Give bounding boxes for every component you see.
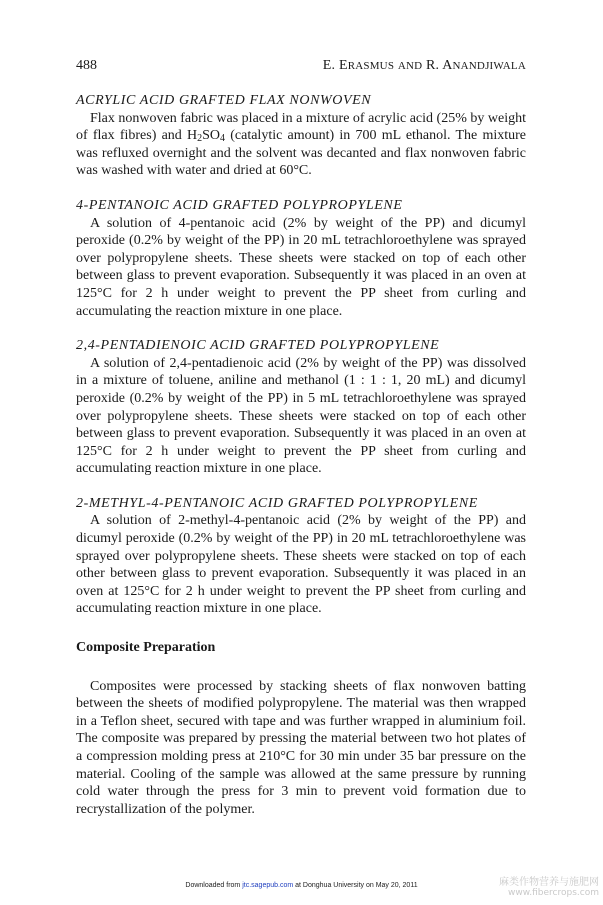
running-head-rest-e: RASMUS: [347, 60, 395, 72]
acrylic-text-part3: (catalytic amount) in 700 mL ethanol. The mixture was refluxed overnight and the solvent was decanted and flax nonwoven fabric was washed with water and dried at 60°C.: [76, 128, 526, 179]
watermark-url: www.fibercrops.com: [508, 888, 599, 898]
running-head: [323, 58, 526, 74]
section-body-acrylic: [76, 110, 526, 180]
footer-link[interactable]: jtc.sagepub.com: [242, 882, 294, 889]
footer-prefix: Downloaded from: [185, 882, 243, 889]
section-body-2-methyl: A solution of 2-methyl-4-pentanoic acid (2% by weight of the PP) and dicumyl peroxide (0.2% by weight of the PP) in 20 mL tetrachloroethylene was sprayed over polypropylene sheets. These sheets were stacked on top of each other between glass to prevent evaporation. Subsequently it was placed in an oven at 125°C for 2 h under weight to prevent the PP sheet from curling and accumulating reaction mixture in one place.: [76, 513, 526, 617]
article-body: [76, 92, 526, 818]
h2-subscript: 2: [197, 133, 203, 145]
site-watermark: [499, 877, 599, 899]
section-heading-4-pentanoic: 4-PENTANOIC ACID GRAFTED POLYPROPYLENE: [76, 197, 403, 213]
spacer: [76, 320, 526, 337]
watermark-chinese: 麻类作物营养与施肥网: [499, 877, 599, 888]
section-body-4-pentanoic: A solution of 4-pentanoic acid (2% by weight of the PP) and dicumyl peroxide (0.2% by weight of the PP) in 20 mL tetrachloroethylene was sprayed over polypropylene sheets. These sheets were stacked on top of each other between glass to prevent evaporation. Subsequently it was placed in an oven at 125°C for 2 h under weight to prevent the PP sheet from curling and accumulating the reaction mixture in one place.: [76, 215, 526, 319]
page-number: 488: [76, 58, 97, 73]
running-head-and: AND: [397, 60, 423, 72]
so4-subscript: 4: [220, 133, 226, 145]
running-head-cap-a: A: [442, 58, 453, 73]
acrylic-text-part1: Flax nonwoven fabric was placed in a mixture of acrylic acid (25% by weight of flax fibres) and H: [76, 110, 526, 144]
running-head-cap-e: E: [338, 58, 348, 73]
running-head-rest-a: NANDJIWALA: [452, 60, 526, 72]
section-body-pentadienoic: A solution of 2,4-pentadienoic acid (2% by weight of the PP) was dissolved in a mixture of toluene, aniline and methanol (1 : 1 : 1, 20 mL) and dicumyl peroxide (0.2% by weight of the PP) in 5 mL tetrachloroethylene was sprayed over polypropylene sheets. These sheets were stacked on top of each other between glass to prevent evaporation. Subsequently it was placed in an oven at 125°C for 2 h under weight to prevent the PP sheet from curling and accumulating reaction mixture in one place.: [76, 355, 526, 477]
footer-suffix: at Donghua University on May 20, 2011: [293, 882, 418, 889]
composite-preparation-body: Composites were processed by stacking sheets of flax nonwoven batting between the sheets of modified polypropylene. The material was then wrapped in a Teflon sheet, secured with tape and was further wrapped in aluminium foil. The composite was prepared by pressing the material between two hot plates of a compression molding press at 210°C for 30 min under 35 bar pressure on the material. Cooling of the sample was allowed at the same pressure by running cold water through the press for 3 min to prevent void formation due to recrystallization of the polymer.: [76, 678, 526, 817]
spacer: [76, 657, 526, 678]
spacer: [76, 180, 526, 197]
spacer: [76, 618, 526, 639]
running-head-initial-e: E.: [322, 58, 336, 73]
section-heading-pentadienoic: 2,4-PENTADIENOIC ACID GRAFTED POLYPROPYLENE: [76, 338, 440, 354]
section-heading-acrylic: ACRYLIC ACID GRAFTED FLAX NONWOVEN: [76, 93, 372, 108]
section-heading-2-methyl: 2-METHYL-4-PENTANOIC ACID GRAFTED POLYPROPYLENE: [76, 495, 478, 511]
composite-preparation-heading: Composite Preparation: [76, 640, 216, 656]
acrylic-text-part2: SO: [202, 128, 221, 144]
spacer: [76, 478, 526, 495]
running-head-initial-r: R.: [426, 58, 440, 73]
page-header: [76, 58, 526, 78]
